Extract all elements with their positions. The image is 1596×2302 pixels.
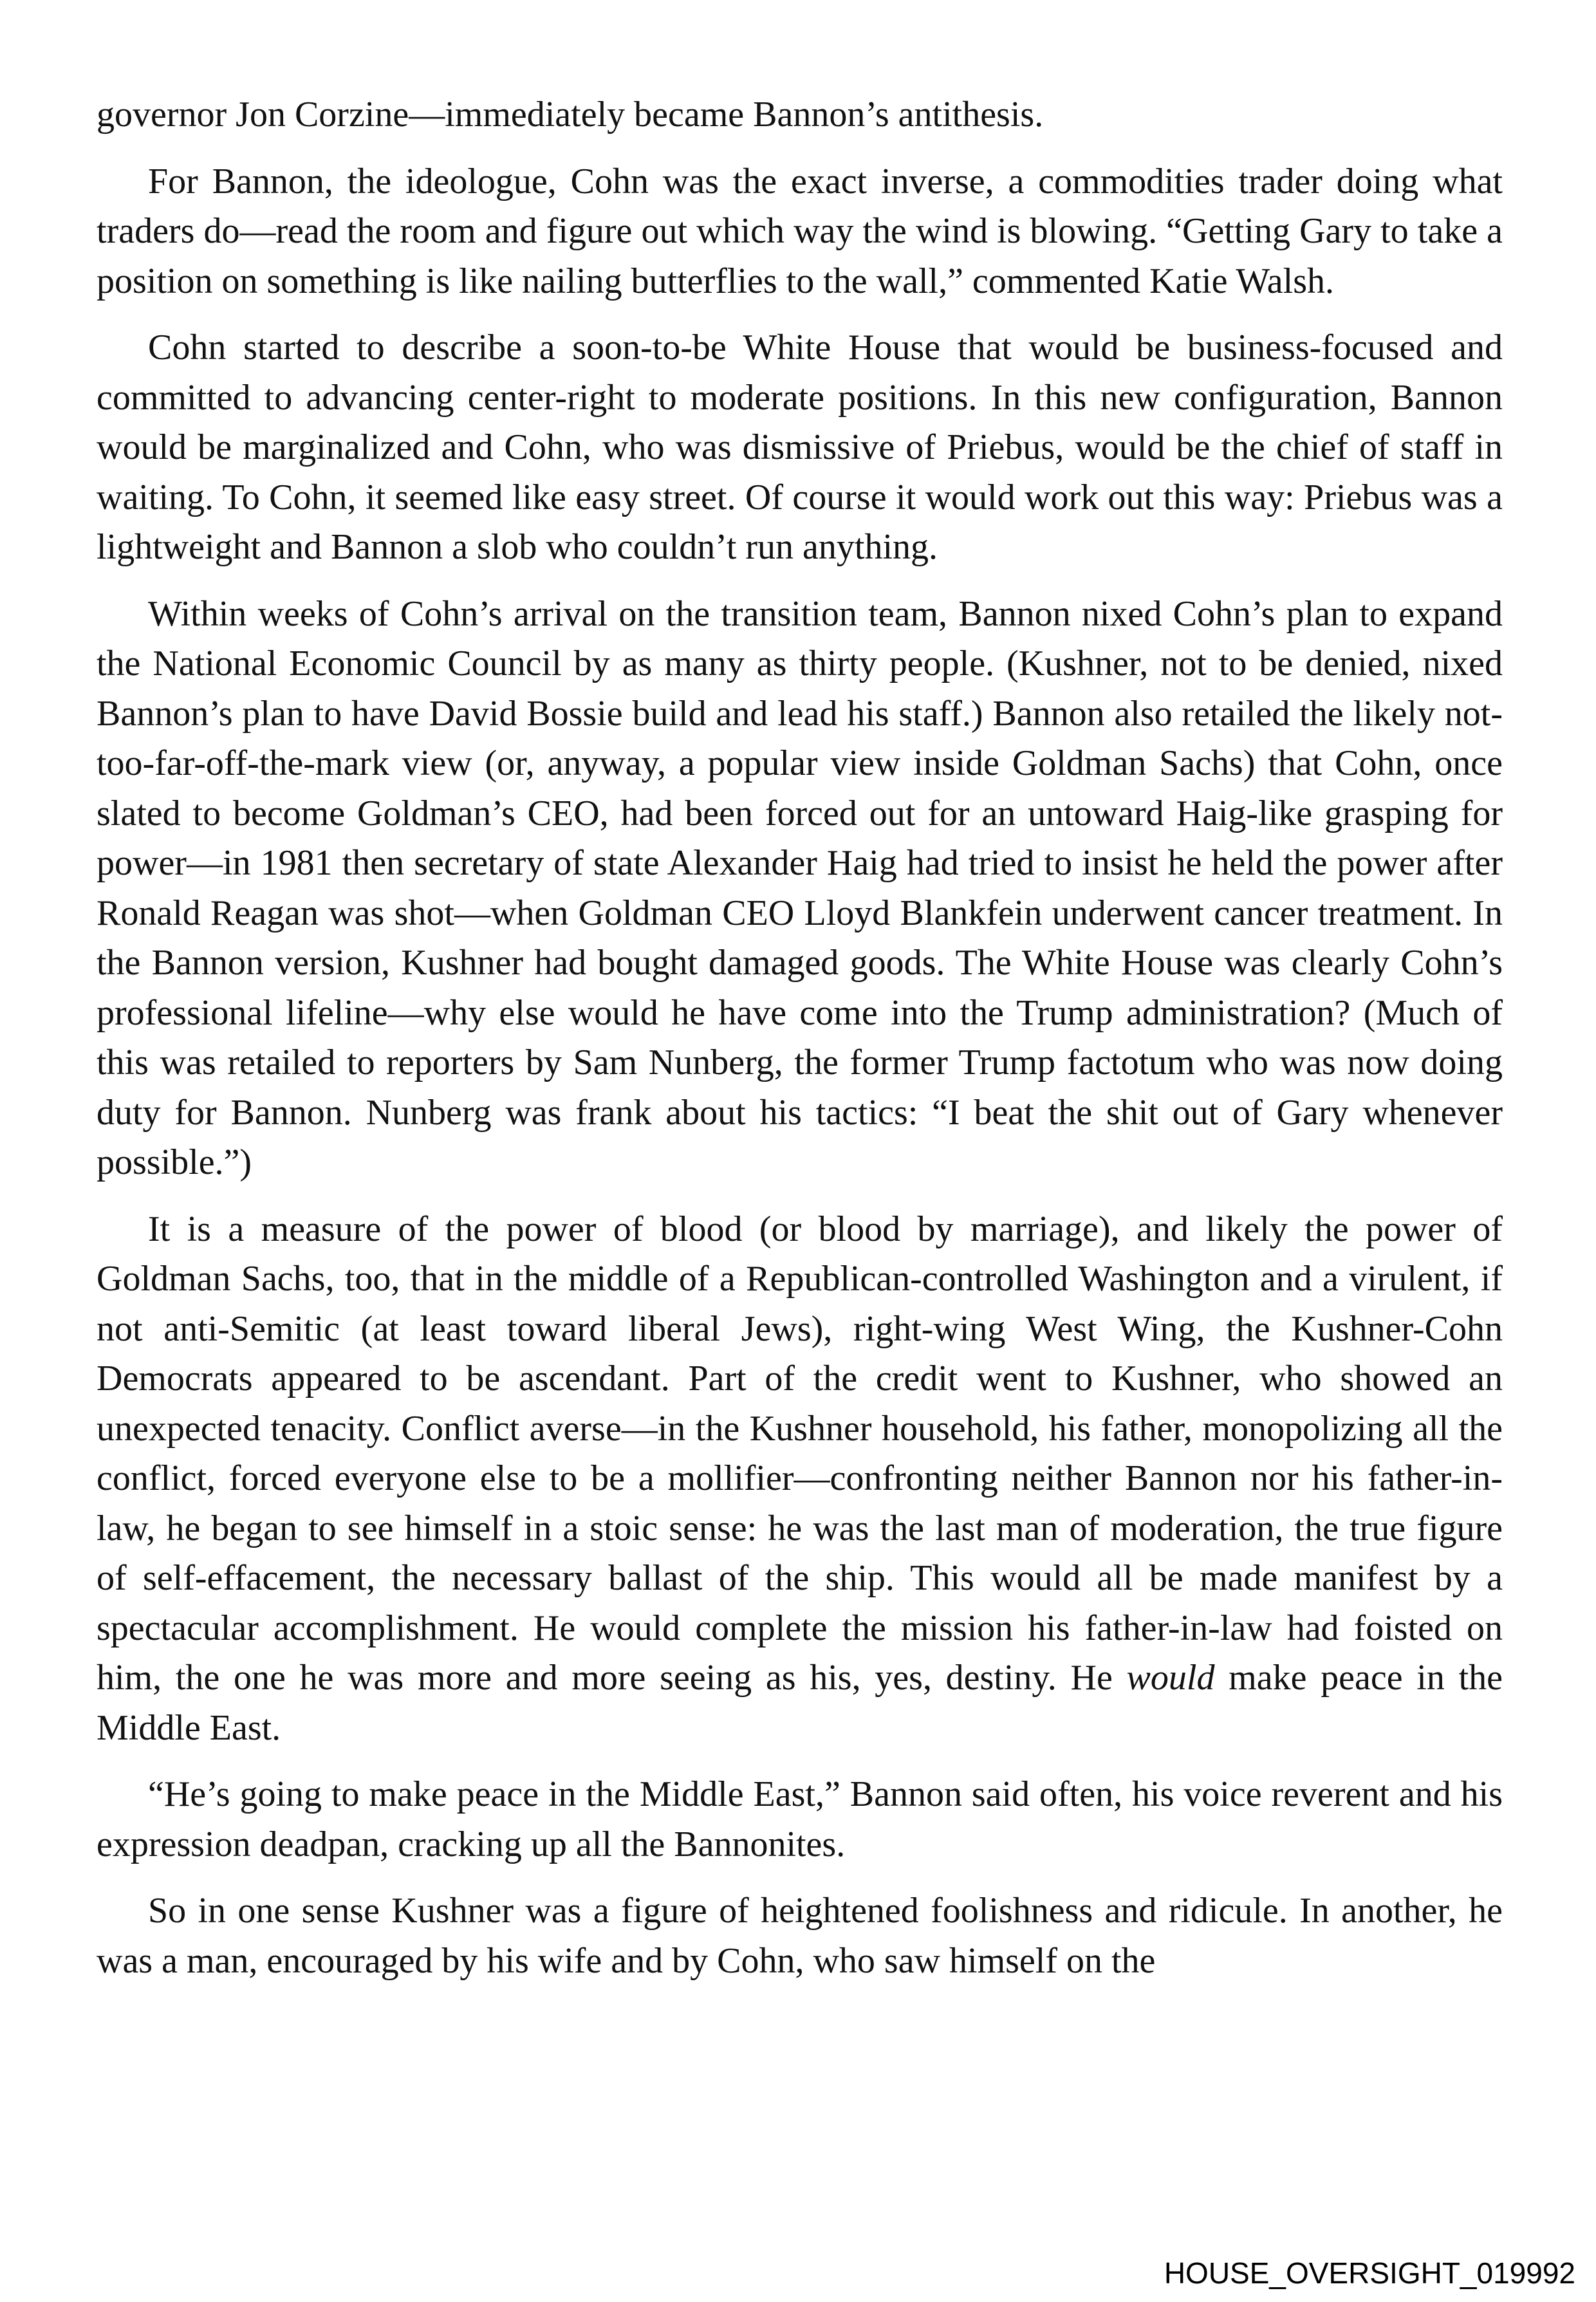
paragraph-continued: governor Jon Corzine—immediately became Bannon’s antithesis. xyxy=(97,95,1044,135)
paragraph: So in one sense Kushner was a figure of heightened foolishness and ridicule. In another, he was a man, encouraged by his wife and by Cohn, who saw himself on the xyxy=(97,1891,1503,1981)
page-body xyxy=(97,90,1503,2003)
paragraph xyxy=(97,1205,1503,1754)
paragraph-text: It is a measure of the power of blood (or blood by marriage), and likely the power of Goldman Sachs, too, that in the middle of a Republican-controlled Washington and a virulent, if not anti-Semitic (at least toward liberal Jews), right-wing West Wing, the Kushner-Cohn Democrats appeared to be ascendant. Part of the credit went to Kushner, who showed an unexpected tenacity. Conflict averse—in the Kushner household, his father, monopolizing all the conflict, forced everyone else to be a mollifier—confronting neither Bannon nor his father-in-law, he began to see himself in a stoic sense: he was the last man of moderation, the true figure of self-effacement, the necessary ballast of the ship. This would all be made manifest by a spectacular accomplishment. He would complete the mission his father-in-law had foisted on him, the one he was more and more seeing as his, yes, destiny. He xyxy=(97,1209,1503,1698)
paragraph: For Bannon, the ideologue, Cohn was the exact inverse, a commodities trader doing what traders do—read the room and figure out which way the wind is blowing. “Getting Gary to take a position on something is like nailing butterflies to the wall,” commented Katie Walsh. xyxy=(97,161,1503,301)
bates-number: HOUSE_OVERSIGHT_019992 xyxy=(1164,2256,1575,2290)
paragraph: “He’s going to make peace in the Middle East,” Bannon said often, his voice reverent and his expression deadpan, cracking up all the Bannonites. xyxy=(97,1774,1503,1864)
paragraph-text: make peace in the Middle East. xyxy=(97,1658,1503,1748)
paragraph: Within weeks of Cohn’s arrival on the transition team, Bannon nixed Cohn’s plan to expand the National Economic Council by as many as thirty people. (Kushner, not to be denied, nixed Bannon’s plan to have David Bossie build and lead his staff.) Bannon also retailed the likely not-too-far-off-the-mark view (or, anyway, a popular view inside Goldman Sachs) that Cohn, once slated to become Goldman’s CEO, had been forced out for an untoward Haig-like grasping for power—in 1981 then secretary of state Alexander Haig had tried to insist he held the power after Ronald Reagan was shot—when Goldman CEO Lloyd Blankfein underwent cancer treatment. In the Bannon version, Kushner had bought damaged goods. The White House was clearly Cohn’s professional lifeline—why else would he have come into the Trump administration? (Much of this was retailed to reporters by Sam Nunberg, the former Trump factotum who was now doing duty for Bannon. Nunberg was frank about his tactics: “I beat the shit out of Gary whenever possible.”) xyxy=(97,593,1503,1182)
emphasis-text: would xyxy=(1126,1658,1215,1698)
paragraph: Cohn started to describe a soon-to-be White House that would be business-focused and committed to advancing center-right to moderate positions. In this new configuration, Bannon would be marginalized and Cohn, who was dismissive of Priebus, would be the chief of staff in waiting. To Cohn, it seemed like easy street. Of course it would work out this way: Priebus was a lightweight and Bannon a slob who couldn’t run anything. xyxy=(97,328,1503,567)
